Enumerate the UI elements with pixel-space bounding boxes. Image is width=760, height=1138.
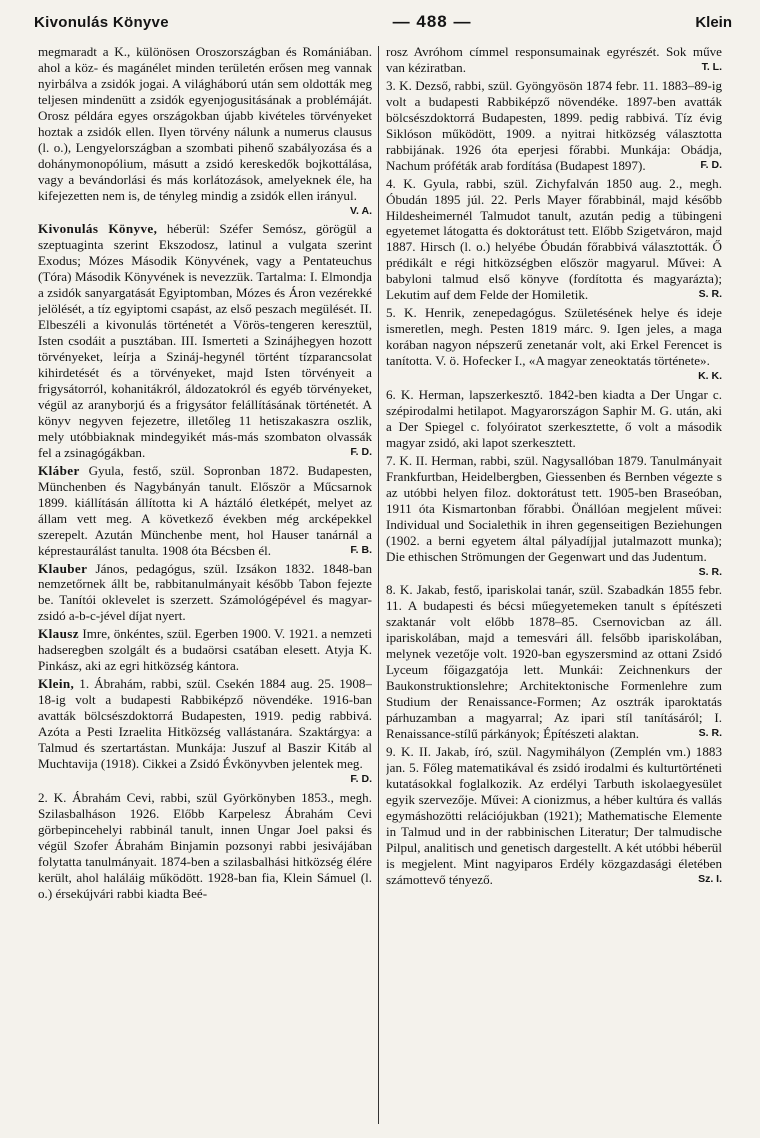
entry-klein-2 — [38, 790, 372, 902]
entry-klein-8 — [386, 582, 722, 742]
entry-text: 6. K. Herman, lapszerkesztő. 1842-ben kiadta a Der Ungar c. szépirodalmi hetilapot. Magyarországon Saphir M. G. után, aki a Der Spiegel c. folyóiratot szerkesztette, ő volt a második magyar zsidó, aki lapot szerkesztett. — [386, 387, 722, 450]
author-signature: K. K. — [698, 370, 722, 383]
entry-klein-4 — [386, 176, 722, 304]
author-signature: F. B. — [350, 543, 372, 556]
entry-text: Gyula, festő, szül. Sopronban 1872. Budapesten, Münchenben és Nagybányán tanult. Először a Műcsarnok 1899. kiállításán állította ki A háztáló életképét, melyet az állam vett meg. A következő években még arcképekkel szerepelt. Azután Münchenbe ment, hol Hauser tanárnál a képrestaurálást tanulta. 1908 óta Bécsben él. — [38, 462, 372, 558]
author-signature: F. D. — [350, 445, 372, 458]
author-signature: Sz. I. — [698, 872, 722, 885]
entry-klein — [38, 676, 372, 788]
entry-continuation — [38, 44, 372, 219]
author-signature: S. R. — [698, 288, 722, 301]
author-signature: F. D. — [700, 158, 722, 171]
author-signature: T. L. — [701, 60, 722, 73]
entry-text: rosz Avróhom címmel responsumainak egyrészét. Sok műve van kéziratban. — [386, 44, 722, 75]
entry-text: 4. K. Gyula, rabbi, szül. Zichyfalván 1850 aug. 2., megh. Óbudán 1895 júl. 22. Perls Mayer főrabbinál, majd később Hildesheimernél Talmudot tanult, azután pedig a tübingeni egyetemet látogatta és doktorátust tett. Előbb Szigetváron, majd 1887. Hirsch (l. o.) helyébe Óbudán főrabbivá választották. Ő prédikált e régi hitközségben először magyarul. Művei: A babyloni talmud első könyve (fordította és magyarázta); Lekutim auf dem Felde der Homiletik. — [386, 175, 722, 303]
entry-headword: Kláber — [38, 462, 80, 478]
entry-headword: Klausz — [38, 626, 79, 642]
running-head-left: Kivonulás Könyve — [34, 14, 169, 31]
entry-text: megmaradt a K., különösen Oroszországban és Romániában. ahol a köz- és magánélet minden területén erősen meg vannak nyirbálva a zsidók jogai. A világháború után sem oldották meg teljesen mindenütt a zsidók egyenjogusitásának a problémáját. Orosz példára egyes országokban újabb kivételes törvényeket hoztak a zsidók ellen. Ilyen törvény nálunk a numerus clausus (l. o.), Lengyelországban a szombati pihenő szabályozása és a dohánymonopólium, másutt a zsidó kereskedők bojkottálása, vagy a bevándorlási és más korlátozások, amelyeknek éle, ha kifejezetten nem is, de tényleg mindig a zsidók ellen irányul. — [38, 44, 372, 203]
author-signature: S. R. — [698, 565, 722, 578]
entry-headword: Kivonulás Könyve, — [38, 221, 158, 237]
author-signature: F. D. — [350, 772, 372, 785]
entry-text: Imre, önkéntes, szül. Egerben 1900. V. 1921. a nemzeti hadseregben szolgált és a budaörsi csatában elesett. Atyja K. Pinkász, aki az egri hitközség kántora. — [38, 626, 372, 674]
entry-text: 5. K. Henrik, zenepedagógus. Születésének helye és ideje ismeretlen, megh. Pesten 1819 márc. 9. Igen jeles, a maga korában nagyon népszerű zenetanár volt, aki Erkel Ferencet is tanította. V. ö. Hofecker I., «A magyar zeneoktatás története». — [386, 305, 722, 369]
entry-klaber — [38, 463, 372, 559]
entry-text: 8. K. Jakab, festő, ipariskolai tanár, szül. Szabadkán 1855 febr. 11. A budapesti és bécsi műegyetemeken tanult s építészeti szaktanár volt előbb 1878–85. Csernovicban az áll. ipariskolában, majd a temesvári áll. felsőbb ipariskolában, melynek vezetője volt. 1920-ban egyszersmind az ottani Zsidó Lyceum főigazgatója lett. Munkái: Zeichnenkurs der Baukonstruktionslehre; Architektonische Formenlehre zum Studium der Renaissance-Formen; Az osztrák iparoktatás párhuzamban a magyarral; Az ipari stíl tanításáról; I. Renaissance-stílű párkányok; Építészeti alaktan. — [386, 582, 722, 742]
entry-kivonulas-konyve — [38, 221, 372, 460]
entry-klein-6 — [386, 387, 722, 451]
author-signature: S. R. — [698, 727, 722, 740]
page-header — [34, 12, 732, 38]
entry-klein-5 — [386, 305, 722, 385]
running-head-right: Klein — [695, 14, 732, 31]
entry-text: 9. K. II. Jakab, író, szül. Nagymihályon (Zemplén vm.) 1883 jan. 5. Főleg matematikával és zsidó irodalmi és kulturtörténeti kutatásokkal foglalkozik. Az erdélyi Tarbuth iskolaegyesület egyik szervezője. Művei: A cionizmus, a héber kultúra és vallás egymáshozötti relációjukban (1921); Mathematische Elemente in Talmud und in der rabbinischen Literatur; Der talmudische Pilpul, analitisch und genetisch dargestellt. A két utóbbi héberül is megjelent. Mint nagyiparos Erdély közgazdasági életében számottevő tényező. — [386, 743, 722, 887]
author-signature: V. A. — [350, 204, 372, 217]
entry-text: 2. K. Ábrahám Cevi, rabbi, szül Györkönyben 1853., megh. Szilasbalháson 1926. Előbb Karpelesz Ábrahám Cevi görbepincehelyi rabbinál tanult, innen Ungar Joel paksi és végül Szofer Ábrahám Binjamin pozsonyi rabbi jesivájában folytatta tanulmányait. 1874-ben a szilasbalhási hitközség élére került, ahol haláláig működött. 1928-ban fia, Klein Sámuel (l. o.) érsekújvári rabbi kiadta Beé- — [38, 789, 372, 901]
entry-klausz — [38, 626, 372, 674]
entry-text: János, pedagógus, szül. Izsákon 1832. 1848-ban nemzetőrnek állt be, rabbitanulmányait később Tabon fejezte be. Tanítói oklevelet is szerzett. Számológépével és magyar-zsidó a-b-c-jével díjat nyert. — [38, 560, 372, 624]
right-column — [386, 44, 722, 1126]
entry-klein-7 — [386, 453, 722, 581]
entry-headword: Klauber — [38, 560, 88, 576]
entry-klein-3 — [386, 78, 722, 174]
page-number: — 488 — — [392, 12, 472, 31]
entry-klauber — [38, 561, 372, 625]
entry-headword: Klein, — [38, 676, 75, 692]
entry-continuation — [386, 44, 722, 76]
left-column — [38, 44, 372, 1126]
entry-text: 3. K. Dezső, rabbi, szül. Gyöngyösön 1874 febr. 11. 1883–89-ig volt a budapesti Rabbiképző növendéke. 1897-ben avatták bölcsészdoktorrá Budapesten, 1899. pedig rabbivá. Tíz évig Siklóson működött, 1909. a nyitrai hitközség választotta rabbijának. 1926 óta eperjesi főrabbi. Munkája: Obádja, Nachum próféták arab fordítása (Budapest 1897). — [386, 77, 722, 173]
column-divider — [378, 46, 379, 1124]
entry-text: 1. Ábrahám, rabbi, szül. Csekén 1884 aug. 25. 1908–18-ig volt a budapesti Rabbiképző növendéke. 1916-ban avatták bölcsészdoktorrá Budapesten, 1919. pedig rabbivá. Azóta a Pesti Izraelita Hitközség vallástanára. Szaktárgya: a Talmud és szertartástan. Munkája: Juszuf al Baszir Kitáb al Muchtavija (1918). Cikkei a Zsidó Évkönyvben jelentek meg. — [38, 676, 372, 771]
entry-text: héberül: Széfer Semósz, görögül a szeptuaginta szerint Ekszodosz, latinul a vulgata szerint Exodus; Mózes Második Könyvének, vagy a Pentateuchus (Tóra) Második Könyvének is nevezzük. Tartalma: I. Elmondja a zsidók sanyargatását Egyiptomban, Mózes és Áron vezérekké jelölését, a tíz egyiptomi csapást, az első peszach megülését. II. Elbeszéli a kivonulás történetét a Vörös-tengeren keresztül, Isten csodáit a pusztában. III. Ismerteti a Szinájhegyen hozott törvényeket, leírja a Szináj-hegynél történt tízparancsolat kihirdetését és a törvényeket, majd Isten törvényeit a frigysátorról, kohanitákról, áldozatokról és egyéb törvényeket, végül az aranyborjú és a frigysátor felállításának történetét. A könyv negyven fejezetre, illetőleg 11 hetiszakaszra oszlik, mely utóbbiaknak mindegyikét más-más szombaton olvassák fel a zsinagógákban. — [38, 221, 372, 460]
entry-text: 7. K. II. Herman, rabbi, szül. Nagysallóban 1879. Tanulmányait Frankfurtban, Heidelbergben, Giessenben és Bernben végezte s az utóbbi helyen filoz. doktorátust tett. 1905-ben Braseóban, 1911 óta Kismartonban főrabbi. Önállóan megjelent művei: Individual und Socialethik in ihren gegenseitigen Beziehungen (1902. a berni egyetem által pályadíjjal jutalmazott munka); Die ethischen Strömungen der Gegenwart und das Judentum. — [386, 452, 722, 564]
entry-klein-9 — [386, 744, 722, 888]
